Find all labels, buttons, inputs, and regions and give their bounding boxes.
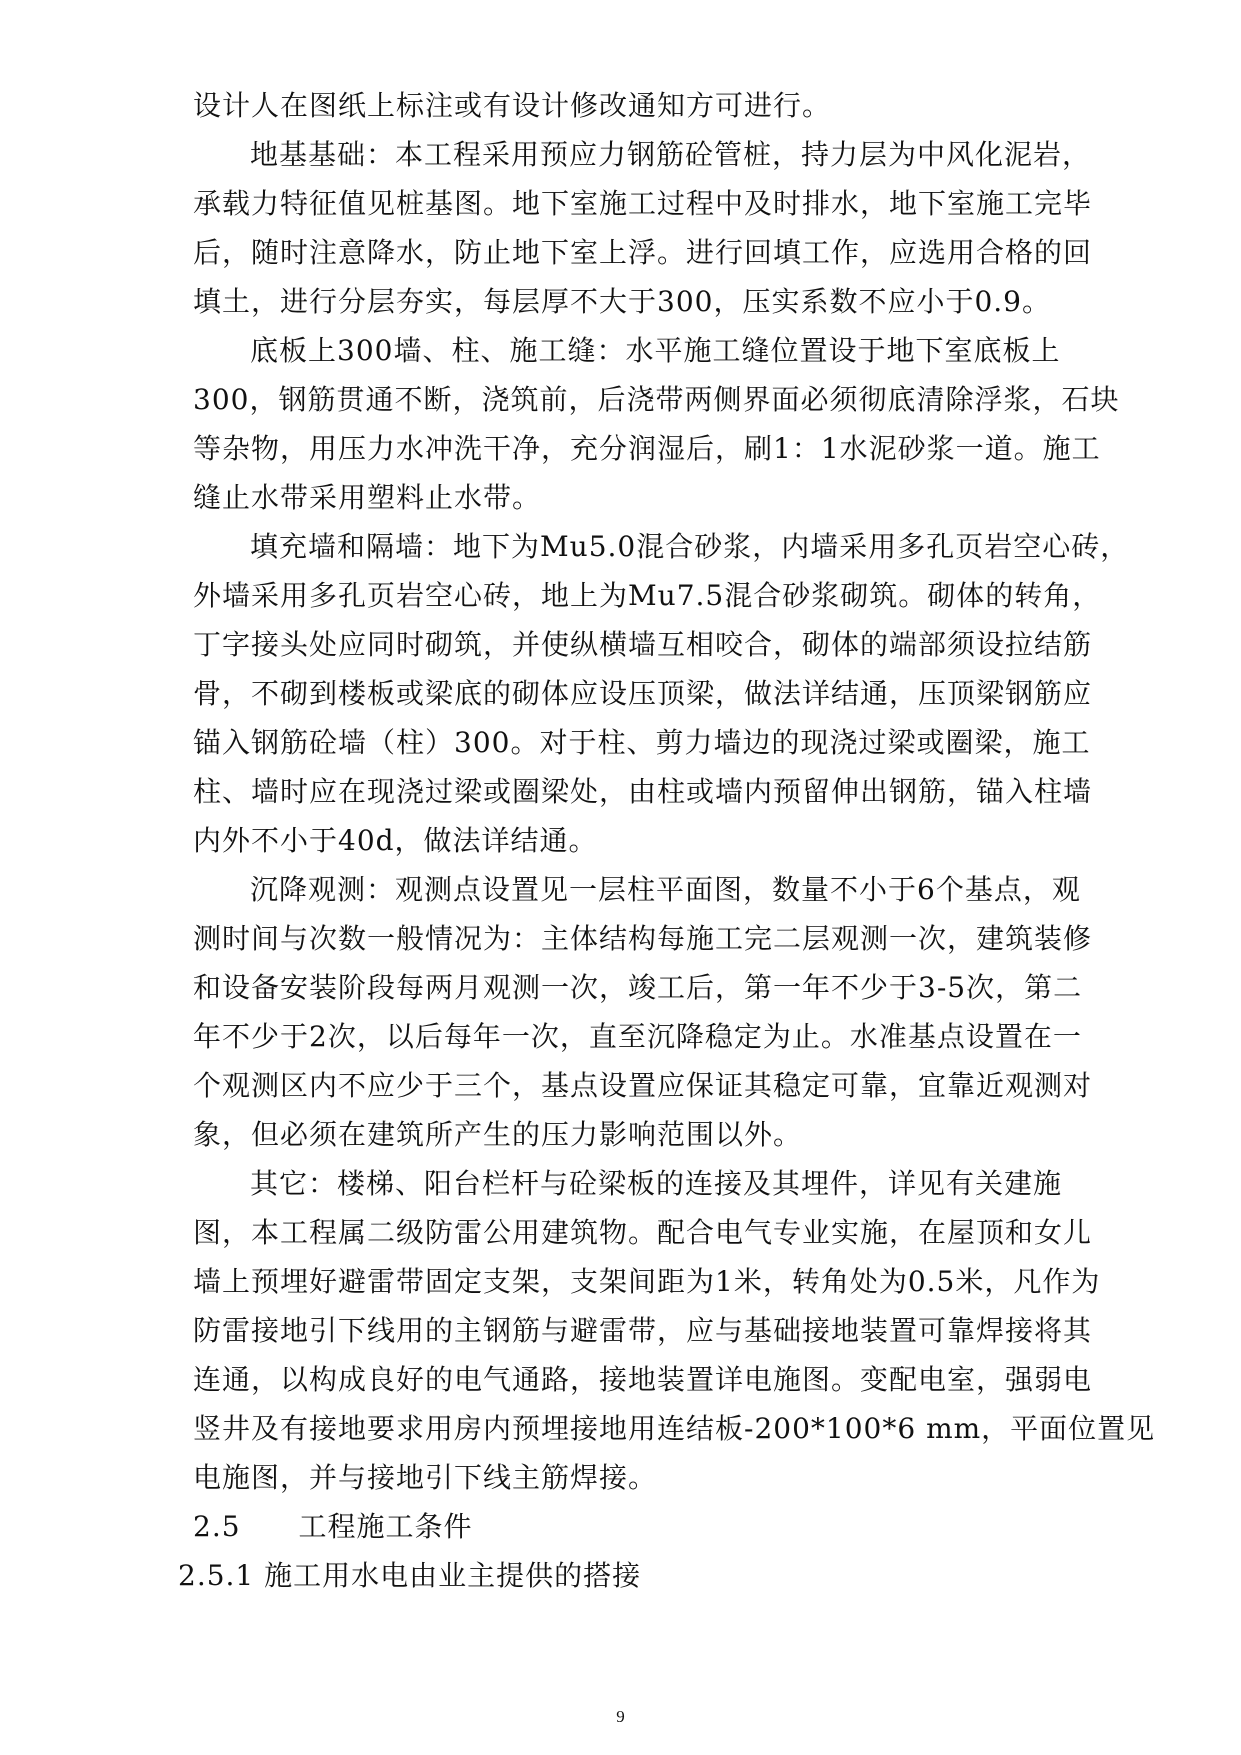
page-number: 9 <box>616 1707 625 1726</box>
paragraph-other: 其它：楼梯、阳台栏杆与砼梁板的连接及其埋件，详见有关建施 <box>250 1167 1063 1200</box>
text-line: 和设备安装阶段每两月观测一次，竣工后，第一年不少于3-5次，第二 <box>193 971 1083 1004</box>
text-line: 设计人在图纸上标注或有设计修改通知方可进行。 <box>193 89 832 122</box>
text-line: 锚入钢筋砼墙（柱）300。对于柱、剪力墙边的现浇过梁或圈梁，施工 <box>193 726 1091 759</box>
text-line: 300，钢筋贯通不断，浇筑前，后浇带两侧界面必须彻底清除浮浆，石块 <box>193 383 1120 416</box>
text-line: 年不少于2次，以后每年一次，直至沉降稳定为止。水准基点设置在一 <box>193 1020 1082 1053</box>
text-line: 防雷接地引下线用的主钢筋与避雷带，应与基础接地装置可靠焊接将其 <box>193 1314 1093 1347</box>
paragraph-infill-walls: 填充墙和隔墙：地下为Mu5.0混合砂浆，内墙采用多孔页岩空心砖， <box>250 530 1130 563</box>
text-line: 缝止水带采用塑料止水带。 <box>193 481 542 514</box>
text-line: 墙上预埋好避雷带固定支架，支架间距为1米，转角处为0.5米，凡作为 <box>193 1265 1101 1298</box>
text-line: 图，本工程属二级防雷公用建筑物。配合电气专业实施，在屋顶和女儿 <box>193 1216 1093 1249</box>
text-line: 柱、墙时应在现浇过梁或圈梁处，由柱或墙内预留伸出钢筋，锚入柱墙 <box>193 775 1093 808</box>
text-line: 承载力特征值见桩基图。地下室施工过程中及时排水，地下室施工完毕 <box>193 187 1093 220</box>
paragraph-settlement-observation: 沉降观测：观测点设置见一层柱平面图，数量不小于6个基点，观 <box>250 873 1081 906</box>
text-line: 骨，不砌到楼板或梁底的砌体应设压顶梁，做法详结通，压顶梁钢筋应 <box>193 677 1093 710</box>
paragraph-construction-joint: 底板上300墙、柱、施工缝：水平施工缝位置设于地下室底板上 <box>250 334 1061 367</box>
text-line: 测时间与次数一般情况为：主体结构每施工完二层观测一次，建筑装修 <box>193 922 1093 955</box>
text-line: 连通，以构成良好的电气通路，接地装置详电施图。变配电室，强弱电 <box>193 1363 1093 1396</box>
paragraph-foundation: 地基基础：本工程采用预应力钢筋砼管桩，持力层为中风化泥岩， <box>250 138 1092 171</box>
text-line: 竖井及有接地要求用房内预埋接地用连结板-200*100*6 mm，平面位置见 <box>193 1412 1156 1445</box>
text-line: 个观测区内不应少于三个，基点设置应保证其稳定可靠，宜靠近观测对 <box>193 1069 1093 1102</box>
text-line: 内外不小于40d，做法详结通。 <box>193 824 598 857</box>
text-line: 后，随时注意降水，防止地下室上浮。进行回填工作，应选用合格的回 <box>193 236 1093 269</box>
text-line: 填土，进行分层夯实，每层厚不大于300，压实系数不应小于0.9。 <box>193 285 1051 318</box>
text-line: 等杂物，用压力水冲洗干净，充分润湿后，刷1：1水泥砂浆一道。施工 <box>193 432 1101 465</box>
section-heading-2-5: 2.5 工程施工条件 <box>193 1510 473 1543</box>
text-line: 外墙采用多孔页岩空心砖，地上为Mu7.5混合砂浆砌筑。砌体的转角， <box>193 579 1102 612</box>
section-heading-2-5-1: 2.5.1 施工用水电由业主提供的搭接 <box>178 1559 642 1592</box>
text-line: 丁字接头处应同时砌筑，并使纵横墙互相咬合，砌体的端部须设拉结筋 <box>193 628 1093 661</box>
text-line: 象，但必须在建筑所产生的压力影响范围以外。 <box>193 1118 803 1151</box>
text-line: 电施图，并与接地引下线主筋焊接。 <box>193 1461 658 1494</box>
